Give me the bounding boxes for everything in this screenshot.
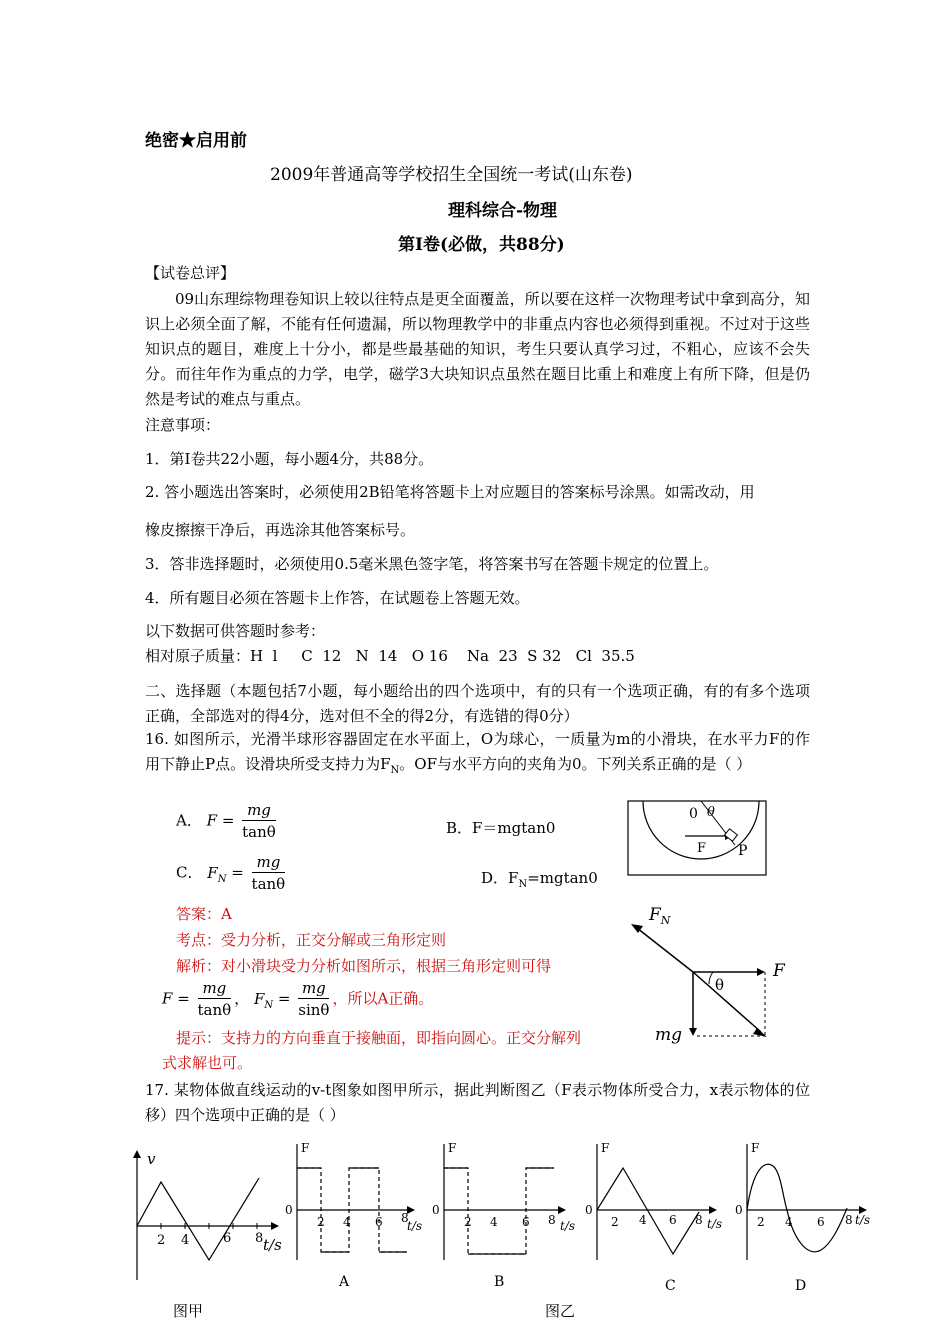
axis-t-arrow: [709, 1206, 717, 1214]
force-fn-line: [637, 928, 693, 972]
tick-6: 6: [522, 1215, 530, 1229]
tick-4: 4: [181, 1233, 190, 1248]
q16-tip-1: 提示：支持力的方向垂直于接触面，即指向圆心。正交分解列: [176, 1029, 582, 1047]
label-f: F: [301, 1141, 310, 1155]
review-text: 09山东理综物理卷知识上较以往特点是更全面覆盖，所以要在这样一次物理考试中拿到高分，知识上必须全面了解，不能有任何遗漏，所以物理教学中的非重点内容也必须得到重视。不过对于这些知识点的题目，难度上十分小，都是些最基础的知识，考生只要认真学习过，不粗心，应该不会失分。而往年作为重点的力学，电学，磁学3大块知识点虽然在题目比重上和难度上有所下降，但是仍然是考试的难点与重点。: [145, 290, 810, 408]
label-mg: mg: [655, 1025, 683, 1045]
label-t: t/s: [407, 1219, 423, 1233]
graph-label-d: D: [795, 1278, 807, 1294]
label-zero: 0: [285, 1203, 293, 1217]
q16-option-b: B．F＝mgtan0: [446, 819, 556, 837]
secret-label: 绝密★启用前: [145, 131, 247, 151]
label-t: t/s: [855, 1213, 871, 1227]
resultant-line: [693, 972, 761, 1032]
note-1: 1．第Ⅰ卷共22小题，每小题4分，共88分。: [145, 450, 434, 468]
q16-tip-2: 式求解也可。: [162, 1054, 253, 1072]
frac-num: mg: [298, 978, 329, 999]
block-p: [725, 829, 738, 841]
graph-label-c: C: [665, 1278, 676, 1294]
tick-4: 4: [639, 1213, 647, 1227]
graph-label-b: B: [494, 1274, 505, 1290]
tick-2: 2: [317, 1215, 325, 1229]
theta-arc: [709, 972, 713, 984]
axis-t-arrow: [271, 1222, 279, 1230]
tick-6: 6: [375, 1215, 383, 1229]
frac-den: tanθ: [242, 823, 276, 841]
label-f: F: [601, 1141, 610, 1155]
f-line: [597, 1168, 699, 1254]
q16-formula: F = $\frac{mg}{\tan\theta}$ ， $F_N$ = $\frac{mg}{\sin\theta}$ ，所以A正确。: [162, 979, 434, 1019]
force-f-head: [757, 968, 765, 976]
tick-8: 8: [401, 1211, 409, 1225]
formula-FN: [253, 989, 274, 1011]
f-sine: [747, 1164, 847, 1252]
tick-6: 6: [669, 1213, 677, 1227]
q16-option-d: D．$F_N=mgtan0$: [481, 869, 598, 890]
frac-num: mg: [242, 800, 276, 821]
option-c-fraction: [252, 852, 286, 895]
formula-sub: N: [264, 999, 274, 1011]
note-2a: 2. 答小题选出答案时，必须使用2B铅笔将答题卡上对应题目的答案标号涂黑。如需改动，用: [145, 483, 755, 501]
label-f: F: [697, 841, 707, 856]
formula-conclusion: ，所以A正确。: [332, 989, 434, 1008]
part-title: 第Ⅰ卷(必做，共88分): [398, 235, 565, 255]
tick-8: 8: [255, 1231, 264, 1246]
frac-num: mg: [198, 978, 232, 999]
axis-t-arrow: [558, 1206, 566, 1214]
frac-den: tanθ: [197, 1001, 232, 1019]
subject-title: 理科综合-物理: [448, 201, 558, 221]
label-p: P: [738, 843, 748, 859]
label-theta: θ: [715, 976, 725, 994]
q16-answer: 答案：A: [176, 905, 232, 923]
label-f: F: [773, 961, 785, 981]
f-line: [444, 1168, 554, 1254]
graph-a: [283, 1138, 423, 1298]
vt-line: [137, 1178, 259, 1260]
q16-jiexi: 解析：对小滑块受力分析如图所示，根据三角形定则可得: [176, 957, 552, 975]
exam-title: 2009年普通高等学校招生全国统一考试(山东卷): [270, 165, 633, 185]
note-3: 3．答非选择题时，必须使用0.5毫米黑色签字笔，将答案书写在答题卡规定的位置上。: [145, 555, 719, 573]
label-t: t/s: [263, 1236, 282, 1254]
label-theta: θ: [707, 805, 715, 820]
tick-4: 4: [490, 1215, 498, 1229]
ref-line-1: 以下数据可供答题时参考：: [145, 622, 326, 640]
label-zero: 0: [585, 1203, 593, 1217]
frac-den: sinθ: [298, 1001, 330, 1019]
frac-den: tanθ: [251, 875, 286, 893]
label-f: F: [751, 1141, 760, 1155]
graph-b: [430, 1138, 580, 1298]
tick-8: 8: [695, 1213, 703, 1227]
tick-6: 6: [817, 1215, 825, 1229]
tick-2: 2: [611, 1215, 619, 1229]
option-c-F: F: [207, 863, 218, 882]
note-2b: 橡皮擦擦干净后，再选涂其他答案标号。: [145, 521, 416, 539]
formula-frac-2: [298, 978, 329, 1021]
formula-F2: F: [253, 989, 265, 1008]
force-mg-head: [689, 1028, 697, 1036]
graph-label-a: A: [339, 1274, 350, 1290]
option-c-sub: N: [217, 873, 227, 885]
note-4: 4．所有题目必须在答题卡上作答，在试题卷上答题无效。: [145, 589, 530, 607]
label-o: 0: [689, 806, 698, 822]
axis-v-arrow: [133, 1150, 141, 1158]
graph-jia-vt: [125, 1148, 290, 1288]
graph-c: [585, 1138, 735, 1298]
label-zero: 0: [432, 1203, 440, 1217]
review-label: 【试卷总评】: [145, 264, 236, 282]
label-zero: 0: [735, 1203, 743, 1217]
graph-d: [735, 1138, 885, 1298]
tick-2: 2: [464, 1215, 472, 1229]
label-t: t/s: [707, 1217, 723, 1231]
option-c-FN: [207, 863, 227, 885]
caption-jia: 图甲: [173, 1302, 204, 1320]
tick-8: 8: [548, 1213, 556, 1227]
tick-4: 4: [343, 1215, 351, 1229]
option-c-label: C．: [176, 863, 203, 882]
label-t: t/s: [560, 1219, 576, 1233]
tick-2: 2: [157, 1233, 166, 1248]
tick-2: 2: [757, 1215, 765, 1229]
q16-kaodian: 考点：受力分析，正交分解或三角形定则: [176, 931, 447, 949]
notes-title: 注意事项：: [145, 416, 221, 434]
label-f: F: [448, 1141, 457, 1155]
q16-option-c: C． $F_N$ = $\frac{mg}{\tan\theta}$: [176, 853, 286, 893]
label-v: v: [147, 1150, 156, 1168]
ref-line-2: 相对原子质量：H l C 12 N 14 O 16 Na 23 S 32 Cl 35.5: [145, 647, 635, 665]
q17-stem: 17. 某物体做直线运动的v-t图象如图甲所示，据此判断图乙（F表示物体所受合力，x表示物体的位移）四个选项中正确的是（ ）: [145, 1081, 810, 1124]
option-a-label: A．: [176, 811, 202, 830]
caption-yi: 图乙: [545, 1302, 576, 1320]
q16-stem: 16. 如图所示，光滑半球形容器固定在水平面上，O为球心，一质量为m的小滑块，在水平力F的作用下静止P点。设滑块所受支持力为$F_N$。OF与水平方向的夹角为0。下列关系正确的是（ ）: [145, 730, 810, 776]
section-2-intro: 二、选择题（本题包括7小题，每小题给出的四个选项中，有的只有一个选项正确，有的有多个选项正确，全部选对的得4分，选对但不全的得2分，有选错的得0分）: [145, 682, 810, 725]
q16-container-figure: [625, 798, 770, 878]
formula-F: F: [162, 989, 173, 1008]
option-a-F: F: [206, 811, 218, 830]
tick-6: 6: [223, 1231, 232, 1246]
q16-force-diagram: [625, 900, 800, 1050]
label-fn: $F_N$: [649, 905, 671, 927]
frac-num: mg: [252, 852, 286, 873]
option-a-fraction: [242, 800, 276, 843]
q16-option-a: A． F = $\frac{mg}{\tan\theta}$: [176, 801, 276, 841]
tick-4: 4: [785, 1215, 793, 1229]
formula-frac-1: [198, 978, 232, 1021]
tick-8: 8: [845, 1213, 853, 1227]
